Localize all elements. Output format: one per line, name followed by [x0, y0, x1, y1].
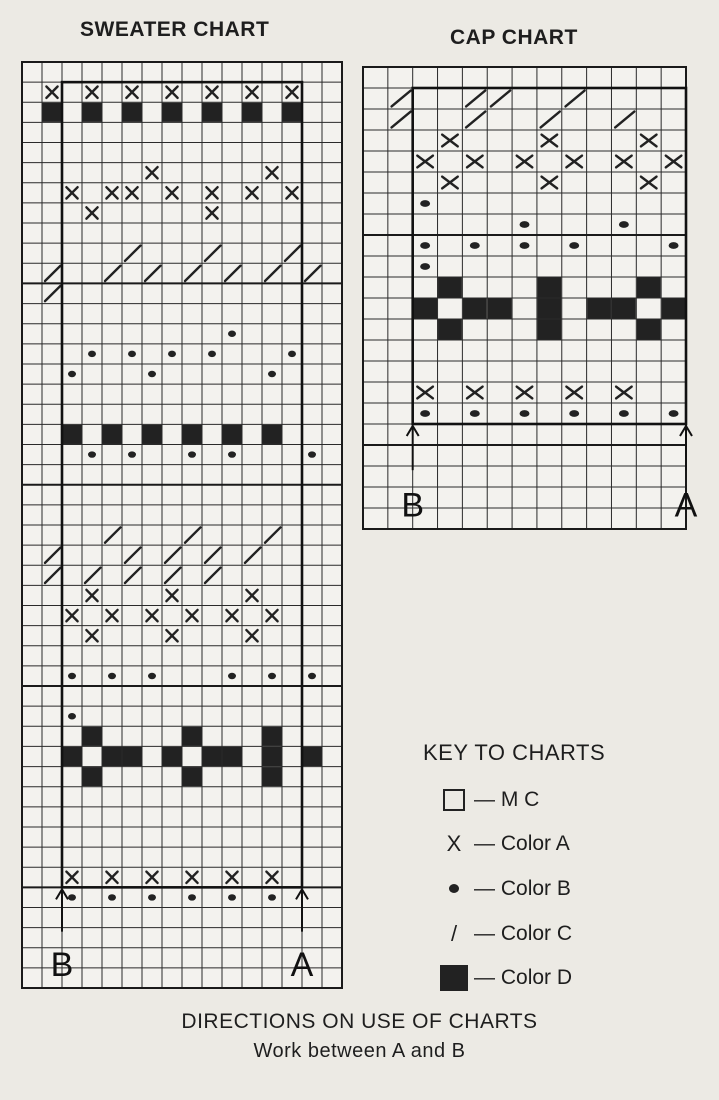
- color-d-stitch: [263, 727, 282, 746]
- color-d-stitch: [283, 103, 302, 122]
- color-b-stitch: [168, 351, 176, 357]
- color-b-stitch: [68, 673, 76, 679]
- color-d-stitch: [63, 425, 82, 444]
- color-b-stitch: [420, 200, 430, 207]
- color-b-stitch: [470, 242, 480, 249]
- slash-symbol-icon: /: [450, 921, 458, 946]
- color-d-stitch: [143, 425, 162, 444]
- color-b-stitch: [669, 410, 679, 417]
- color-b-stitch: [88, 351, 96, 357]
- color-b-stitch: [420, 242, 430, 249]
- color-d-stitch: [83, 727, 102, 746]
- key-item-label: — Color C: [474, 922, 573, 945]
- color-d-stitch: [63, 747, 82, 766]
- color-b-stitch: [188, 451, 196, 457]
- color-b-stitch: [188, 894, 196, 900]
- key-item-label: — M C: [474, 788, 540, 811]
- color-b-stitch: [148, 673, 156, 679]
- color-b-stitch: [520, 410, 530, 417]
- color-b-stitch: [268, 371, 276, 377]
- color-d-stitch: [83, 767, 102, 786]
- color-b-stitch: [228, 331, 236, 337]
- color-b-stitch: [619, 410, 629, 417]
- color-b-stitch: [208, 351, 216, 357]
- color-b-stitch: [88, 451, 96, 457]
- color-d-stitch: [203, 103, 222, 122]
- color-d-stitch: [203, 747, 222, 766]
- color-b-stitch: [68, 371, 76, 377]
- key-title: KEY TO CHARTS: [423, 740, 606, 765]
- key-item-label: — Color A: [474, 832, 570, 855]
- color-d-stitch: [183, 727, 202, 746]
- marker-b-arrow-label: B: [401, 486, 425, 525]
- dot-icon: [440, 875, 468, 903]
- solid-square-icon: [440, 965, 468, 991]
- color-b-stitch: [268, 894, 276, 900]
- color-d-stitch: [163, 103, 182, 122]
- color-b-stitch: [569, 410, 579, 417]
- color-d-stitch: [123, 747, 142, 766]
- x-symbol-icon: X: [446, 831, 462, 856]
- color-d-stitch: [263, 767, 282, 786]
- color-b-stitch: [288, 351, 296, 357]
- color-d-stitch: [123, 103, 142, 122]
- sweater-chart-title: SWEATER CHART: [80, 18, 270, 41]
- color-d-stitch: [413, 299, 437, 319]
- empty-square-icon: [443, 789, 465, 811]
- cap-chart-grid: [363, 67, 698, 529]
- cap-chart-title: CAP CHART: [450, 26, 578, 49]
- color-b-stitch: [420, 410, 430, 417]
- color-d-stitch: [537, 278, 561, 298]
- color-b-stitch: [128, 351, 136, 357]
- color-d-stitch: [488, 299, 512, 319]
- color-b-stitch: [420, 263, 430, 270]
- color-b-stitch: [68, 894, 76, 900]
- marker-a-arrow-label: A: [290, 945, 314, 984]
- color-b-stitch: [308, 451, 316, 457]
- color-d-stitch: [103, 425, 122, 444]
- color-b-stitch: [228, 673, 236, 679]
- color-b-stitch: [520, 242, 530, 249]
- color-b-stitch: [619, 221, 629, 228]
- color-d-stitch: [43, 103, 62, 122]
- sweater-chart-grid: [22, 62, 342, 988]
- color-b-stitch: [128, 451, 136, 457]
- color-d-stitch: [263, 747, 282, 766]
- marker-b-arrow-label: B: [50, 945, 74, 984]
- color-d-stitch: [103, 747, 122, 766]
- color-d-stitch: [438, 278, 462, 298]
- color-d-stitch: [587, 299, 611, 319]
- color-b-stitch: [108, 673, 116, 679]
- color-d-stitch: [438, 320, 462, 340]
- color-d-stitch: [243, 103, 262, 122]
- color-b-stitch: [148, 371, 156, 377]
- color-b-stitch: [108, 894, 116, 900]
- color-d-stitch: [83, 103, 102, 122]
- color-d-stitch: [537, 320, 561, 340]
- color-b-stitch: [228, 451, 236, 457]
- color-d-stitch: [662, 299, 686, 319]
- color-d-stitch: [612, 299, 636, 319]
- color-d-stitch: [303, 747, 322, 766]
- color-d-stitch: [637, 320, 661, 340]
- color-b-stitch: [68, 713, 76, 719]
- color-b-stitch: [228, 894, 236, 900]
- color-b-stitch: [268, 673, 276, 679]
- color-d-stitch: [183, 767, 202, 786]
- color-b-stitch: [470, 410, 480, 417]
- color-d-stitch: [637, 278, 661, 298]
- color-d-stitch: [537, 299, 561, 319]
- color-d-stitch: [163, 747, 182, 766]
- directions-subtitle: Work between A and B: [253, 1040, 466, 1062]
- color-d-stitch: [263, 425, 282, 444]
- color-b-stitch: [669, 242, 679, 249]
- color-d-stitch: [183, 425, 202, 444]
- key-item-label: — Color B: [474, 877, 571, 900]
- color-b-stitch: [520, 221, 530, 228]
- color-d-stitch: [463, 299, 487, 319]
- directions-title: DIRECTIONS ON USE OF CHARTS: [181, 1010, 538, 1033]
- key-item-label: — Color D: [474, 966, 573, 989]
- color-b-stitch: [308, 673, 316, 679]
- marker-a-arrow-label: A: [674, 486, 698, 525]
- color-b-stitch: [569, 242, 579, 249]
- color-d-stitch: [223, 425, 242, 444]
- color-b-stitch: [148, 894, 156, 900]
- color-d-stitch: [223, 747, 242, 766]
